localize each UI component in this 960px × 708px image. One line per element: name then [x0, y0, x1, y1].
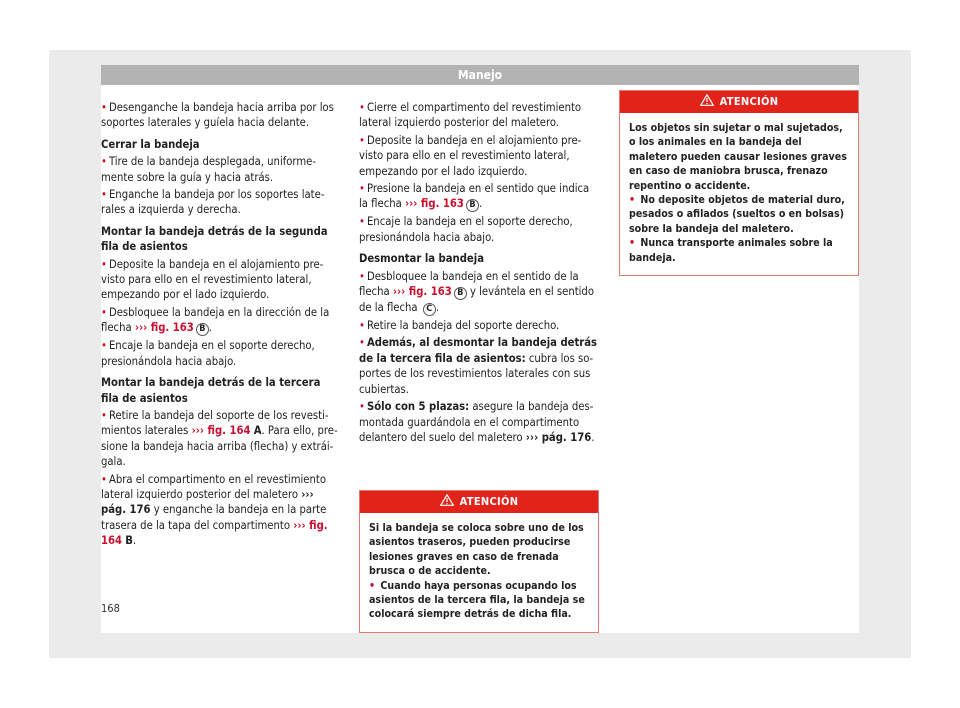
bullet-icon: • [101, 339, 107, 353]
list-item: • Presione la bandeja en el sentido que indica la flecha ››› fig. 163 B . [359, 182, 590, 211]
list-item: • Deposite la bandeja en el alojamiento previsto para ello en el revestimiento lateral, empezando por el lado izquierdo. [359, 133, 582, 178]
list-item: • Abra el compartimento en el revestimiento lateral izquierdo posterior del maletero ››› pág. 176 y enganche la bandeja en la parte trasera de la tapa del compartimento ››› fig. 164 B. [101, 472, 328, 548]
list-item: • Cuando haya personas ocupando los asientos de la tercera fila, la bandeja se colocará siempre detrás de dicha fila. [369, 579, 585, 621]
warning-box-objects [619, 90, 859, 276]
section-header: Manejo [101, 65, 859, 85]
callout-circle: B [454, 287, 467, 300]
figure-link[interactable]: ››› fig. 163 [134, 321, 194, 335]
list-item: • No deposite objetos de material duro, pesados o afilados (sueltos o en bolsas) sobre la bandeja del maletero. [629, 194, 845, 235]
column-right [619, 90, 859, 276]
list-item: • Cierre el compartimento del revestimiento lateral izquierdo posterior del maletero. [359, 101, 582, 130]
bullet-icon: • [359, 101, 365, 114]
subheading: Montar la bandeja detrás de la tercera fila de asientos [101, 376, 321, 405]
warning-triangle-icon [440, 494, 454, 506]
subheading: Desmontar la bandeja [359, 252, 484, 266]
list-item: • Nunca transporte animales sobre la bandeja. [629, 237, 833, 264]
bullet-icon: • [101, 257, 107, 271]
subheading: Montar la bandeja detrás de la segunda fila de asientos [101, 224, 328, 254]
list-item: • Enganche la bandeja por los soportes laterales a izquierda y derecha. [101, 188, 325, 217]
callout-circle: C [423, 303, 436, 316]
bullet-icon: • [101, 188, 107, 202]
bullet-icon: • [629, 237, 636, 250]
figure-link[interactable]: ››› fig. 163 [392, 285, 452, 299]
figure-link[interactable]: ››› fig. 164 [191, 424, 251, 438]
list-item: • Además, al desmontar la bandeja detrás de la tercera fila de asientos: cubra los soportes de los revestimientos laterales con sus cubiertas. [359, 336, 598, 396]
list-item: • Encaje la bandeja en el soporte derecho, presionándola hacia abajo. [359, 215, 573, 244]
list-item: • Tire de la bandeja desplegada, uniformemente sobre la guía y hacia atrás. [101, 155, 317, 184]
list-item: • Desbloquee la bandeja en el sentido de la flecha ››› fig. 163 B y levántela en el sentido de la flecha C . [359, 269, 594, 315]
page-link[interactable]: ››› pág. 176 [525, 430, 592, 444]
column-middle [359, 100, 601, 447]
bullet-icon: • [101, 472, 107, 486]
bullet-icon: • [359, 133, 365, 147]
warning-body: Los objetos sin sujetar o mal sujetados, o los animales en la bandeja del maletero pueden causar lesiones graves en caso de maniobra brusca, frenazo repentino o accidente. • No deposite objetos de material duro, pesados o afilados (sueltos o en bolsas) sobre la bandeja del maletero. • Nunca transporte animales sobre la bandeja. [620, 113, 858, 275]
callout-circle: B [196, 323, 209, 336]
list-item: • Desenganche la bandeja hacia arriba por los soportes laterales y guíela hacia delante. [101, 101, 334, 130]
list-item: • Retire la bandeja del soporte derecho. [359, 319, 560, 333]
warning-triangle-icon [700, 94, 714, 106]
list-item: • Retire la bandeja del soporte de los revestimientos laterales ››› fig. 164 A. Para ello, presione la bandeja hacia arriba (flecha) y extráigala. [101, 408, 338, 469]
bullet-icon: • [359, 336, 365, 350]
list-item: • Deposite la bandeja en el alojamiento previsto para ello en el revestimiento lateral, empezando por el lado izquierdo. [101, 257, 324, 302]
list-item: • Encaje la bandeja en el soporte derecho, presionándola hacia abajo. [101, 339, 315, 368]
callout-circle: B [466, 199, 479, 212]
bullet-icon: • [359, 182, 365, 196]
bullet-icon: • [359, 269, 365, 283]
bullet-icon: • [629, 194, 636, 207]
bullet-icon: • [101, 101, 107, 114]
bullet-icon: • [101, 305, 107, 319]
bullet-icon: • [101, 408, 107, 422]
list-item: • Desbloquee la bandeja en la dirección de la flecha ››› fig. 163 B . [101, 305, 330, 335]
page-link[interactable]: ››› pág. 176 [101, 487, 314, 517]
column-left [101, 100, 341, 551]
warning-header: ATENCIÓN [620, 91, 858, 113]
figure-link[interactable]: ››› fig. 163 [404, 197, 464, 211]
warning-body: Si la bandeja se coloca sobre uno de los asientos traseros, pueden producirse lesiones graves en caso de frenada brusca o de accidente. • Cuando haya personas ocupando los asientos de la tercera fila, la bandeja se colocará siempre detrás de dicha fila. [360, 513, 598, 632]
warning-box-seats [359, 490, 599, 633]
bullet-icon: • [369, 579, 376, 592]
page-sheet [49, 50, 911, 658]
bullet-icon: • [101, 155, 107, 169]
bullet-icon: • [359, 319, 365, 333]
bullet-icon: • [359, 400, 365, 414]
figure-link[interactable]: ››› fig. 164 [101, 518, 328, 548]
list-item: • Sólo con 5 plazas: asegure la bandeja desmontada guardándola en el compartimento delantero del suelo del maletero ››› pág. 176. [359, 400, 595, 444]
subheading: Cerrar la bandeja [101, 137, 200, 151]
page-number: 168 [101, 602, 120, 615]
bullet-icon: • [359, 215, 365, 229]
warning-header: ATENCIÓN [360, 491, 598, 513]
